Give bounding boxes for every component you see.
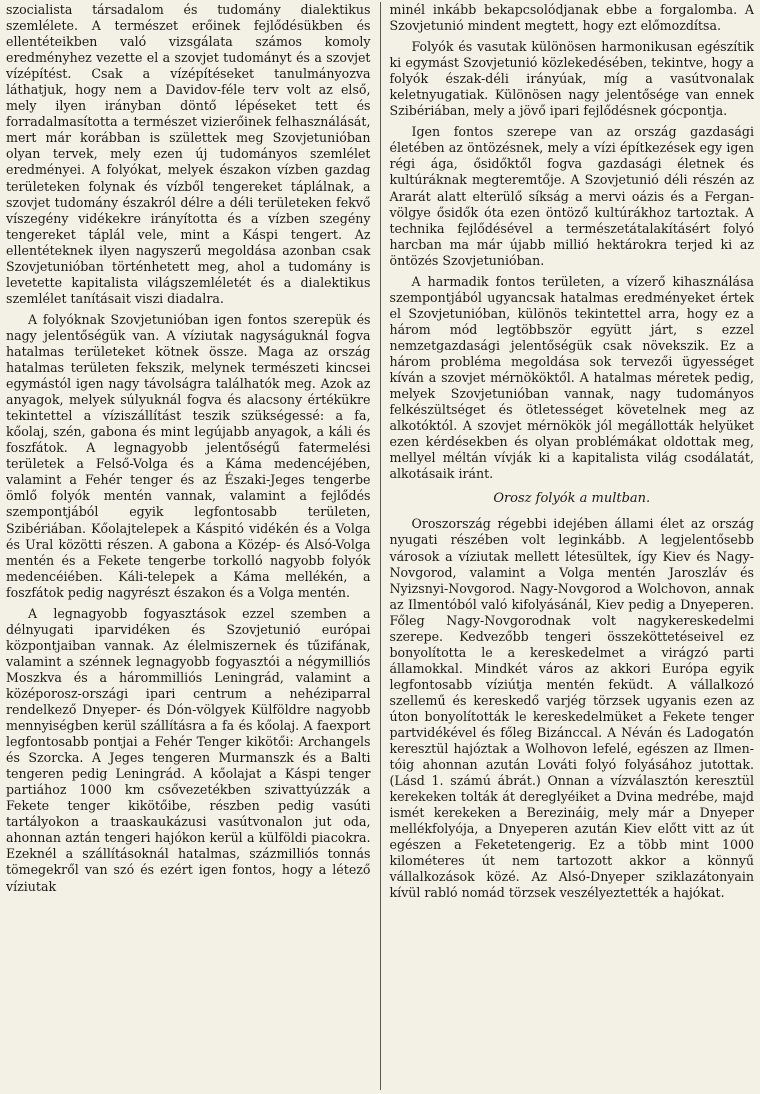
paragraph-continuation: szocialista társadalom és tudomány dialektikus szemlélete. A természet erőinek fejlődésükben és ellentéteikben való vizsgálata számos komoly eredményhez vezette el a szovjet tudományt és a szovjet vízépítést. Csak a vízépítéseket tanulmányozva láthatjuk, hogy nem a Davidov-féle terv volt az első, mely ilyen irányban döntő lépéseket tett és forradalmasította a természet vizierőinek felhasználását, mert már korábban is születtek meg Szovjetunióban olyan tervek, mely ezen új tudományos szemlélet eredményei. A folyókat, melyek északon vízben gazdag területeken folynak és vízből tengereket táplálnak, a szovjet tudomány északról délre a déli területeken fekvő víszegény vidékekre irányította és a vízben szegény tengereket táplál vele, mint a Káspi tengert. Az ellentéteknek ilyen nagyszerű megoldása azonban csak Szovjetunióban történhetett meg, ahol a tudomány is levetette kapitalista világszemléletét és a dialektikus szemlélet tanításait viszi diadalra.: [6, 2, 371, 306]
paragraph-continuation-right: minél inkább bekapcsolódjanak ebbe a forgalomba. A Szovjetunió mindent megtett, hogy ezt előmozdítsa.: [389, 2, 754, 34]
right-column: [381, 2, 755, 1094]
paragraph-consumption: A legnagyobb fogyasztások ezzel szemben a délnyugati iparvidéken és Szovjetunió európai központjaiban vannak. Az élelmiszernek és tűzifának, valamint a szénnek legnagyobb fogyasztói a négymilliós Moszkva és a hárommilliós Leningrád, valamint a középorosz-országi ipari centrum a nehéziparral rendelkező Dnyeper- és Dón-völgyek Külföldre nagyobb mennyiségben kerül szállításra a fa és kőolaj. A faexport legfontosabb pontjai a Fehér Tenger kikötői: Archangels és Szorcka. A Jeges tengeren Murmanszk és a Balti tengeren pedig Leningrád. A kőolajat a Káspi tenger partiához 1000 km csővezetékben szivattyúzzák a Fekete tenger kikötőibe, részben pedig vasúti tartályokon a traaskaukázusi vasútvonalon jut oda, ahonnan aztán tengeri hajókon kerül a külföldi piacokra. Ezeknél a szállításoknál hatalmas, százmilliós tonnás tömegekről van szó és ezért igen fontos, hogy a létező víziutak: [6, 605, 371, 894]
paragraph-rivers-importance: A folyóknak Szovjetunióban igen fontos szerepük és nagy jelentőségük van. A víziutak nagyságuknál fogva hatalmas területeket kötnek össze. Maga az ország hatalmas területen fekszik, melynek természeti kincsei egymástól igen nagy távolságra találhatók meg. Azok az anyagok, melyek súlyuknál fogva és alacsony értékükre tekintettel a víziszállítást teszik szükségessé: a fa, kőolaj, szén, gabona és mint legújabb anyagok, a káli és foszfátok. A legnagyobb jelentőségű fatermelési területek a Felső-Volga és a Káma medencéjében, valamint a Fehér tenger és az Északi-Jeges tengerbe ömlő folyók mentén vannak, valamint a fejlődés szempontjából egyik legfontosabb területen, Szibériában. Kőolajtelepek a Káspitó vidékén és a Volga és Ural közötti részen. A gabona a Közép- és Alsó-Volga mentén és a Fekete tengerbe torkolló nagyobb folyók medencéiében. Káli-telepek a Káma mellékén, a foszfátok pedig nagyrészt északon és a Volga mentén.: [6, 311, 371, 600]
text-columns: [6, 2, 754, 1094]
paragraph-rivers-railways: Folyók és vasutak különösen harmonikusan egészítik ki egymást Szovjetunió közlekedésében, tekintve, hogy a folyók észak-déli irányúak, míg a vasútvonalak keletnyugatiak. Különösen nagy jelentősége van ennek Szibériában, mely a jövő ipari fejlődésnek gócpontja.: [389, 39, 754, 119]
section-heading: Orosz folyók a multban.: [493, 491, 651, 507]
paragraph-hydropower: A harmadik fontos területen, a vízerő kihasználása szempontjából ugyancsak hatalmas eredményeket értek el Szovjetunióban, különös tekintettel arra, hogy ez a három mód legtöbbször együtt járt, s ezzel nemzetgazdasági jelentőségük csak növekszik. Ez a három probléma megoldása sok tervezői ügyességet kíván a szovjet mérnököktől. A hatalmas méretek pedig, melyek Szovjetunióban vannak, nagy tudományos felkészültséget és ötletességet követelnek meg az alkotóktól. A szovjet mérnökök jól megállották helyüket ezen kérdésekben és olyan problémákat oldottak meg, mellyel méltán vívják ki a kapitalista világ csodálatát, alkotásaik iránt.: [389, 273, 754, 482]
left-column: [6, 2, 380, 1094]
paragraph-irrigation: Igen fontos szerepe van az ország gazdasági életében az öntözésnek, mely a vízi építkezések egy igen régi ága, ősidőktől fogva gazdasági életnek és kultúráknak megteremtője. A Szovjetunió déli részén az Ararát alatt elterülő síkság a mervi oázis és a Fergan-völgye ősidők óta ezen öntöző kultúrákhoz tartoztak. A technika fejlődésével a természetátalakításért folyó harcban ma már újabb millió hektárokra terjed ki az öntözés Szovjetunióban.: [389, 124, 754, 268]
paragraph-history: Oroszország régebbi idejében állami élet az ország nyugati részében volt leginkább. A legjelentősebb városok a víziutak mellett létesültek, így Kiev és Nagy-Novgorod, valamint a Volga mentén Jaroszláv és Nyizsnyi-Novgorod. Nagy-Novgorod a Wolchovon, annak az Ilmentóból való kifolyásánál, Kiev pedig a Dnyeperen. Főleg Nagy-Novgorodnak volt nagykereskedelmi szerepe. Kedvezőbb tengeri összeköttetéseivel ez bonyolította le a kereskedelmet a virágzó parti államokkal. Mindkét város az akkori Európa egyik legfontosabb víziútja mentén feküdt. A vállalkozó szellemű és kereskedő varjég törzsek ugyanis ezen az úton bonyolították le kereskedelmüket a Fekete tenger partvidékével és főleg Bizánccal. A Néván és Ladogatón keresztül hajóztak a Wolhovon lefelé, egészen az Ilmen-tóig ahonnan azután Lováti folyó folyásához jutottak. (Lásd 1. számú ábrát.) Onnan a vízválasztón keresztül kerekeken tolták át dereglyéiket a Dvina medrébe, majd ismét kerekeken a Berezináig, mely már a Dnyeper mellékfolyója, a Dnyeperen azután Kiev előtt vitt az út egészen a Feketetengerig. Ez a több mint 1000 kilométeres út nem tartozott akkor a könnyű vállalkozások közé. Az Alsó-Dnyeper sziklazátonyain kívül rabló nomád törzsek veszélyeztették a hajókat.: [389, 516, 754, 901]
